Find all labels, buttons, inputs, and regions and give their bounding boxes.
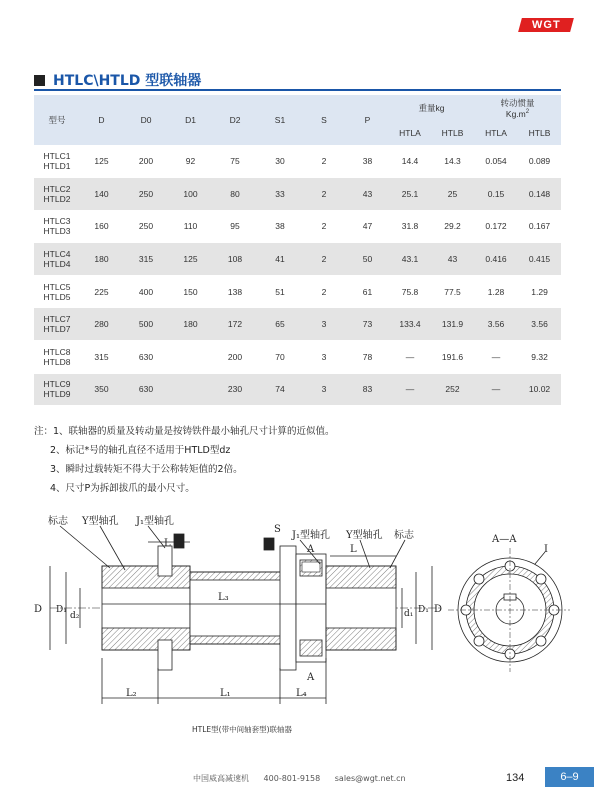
col-header-d2: D2: [212, 95, 258, 145]
page-footer: [0, 770, 594, 788]
cell-model: [34, 210, 80, 243]
cell-p: 38: [346, 145, 389, 178]
model-name-c: HTLC3: [43, 216, 71, 227]
label-section-aa: A—A: [492, 534, 517, 545]
cell-d1: 110: [169, 210, 212, 243]
cell-s: 3: [302, 308, 346, 341]
page-number: 134: [506, 772, 525, 784]
cell-d0: 630: [123, 341, 169, 374]
cell-model: [34, 341, 80, 374]
cell-model: [34, 275, 80, 308]
label-a-bottom: A: [307, 672, 315, 683]
cell-ib: 0.148: [518, 178, 561, 211]
label-biaozhi: 标志: [48, 516, 68, 527]
col-header-inertia-htla: HTLA: [474, 121, 518, 145]
cell-wa: 75.8: [389, 275, 431, 308]
spec-table: [34, 95, 561, 406]
note-3: 3、瞬时过载转矩不得大于公称转矩值的2倍。: [50, 464, 243, 475]
cell-d2: 172: [212, 308, 258, 341]
title-underline: [34, 89, 561, 91]
brand-logo-text: WGT: [531, 19, 561, 31]
cell-wa: 43.1: [389, 243, 431, 276]
model-name-d: HTLD3: [43, 226, 71, 237]
cell-d2: 75: [212, 145, 258, 178]
table-row: [34, 373, 561, 406]
model-name-d: HTLD4: [43, 259, 71, 270]
cell-wa: 133.4: [389, 308, 431, 341]
cell-d: 350: [80, 373, 123, 406]
cell-ia: —: [474, 373, 518, 406]
cell-ia: 0.172: [474, 210, 518, 243]
cell-s: 2: [302, 243, 346, 276]
label-j1-bore: J₁型轴孔: [136, 516, 175, 527]
model-name-c: HTLC8: [43, 346, 71, 357]
cell-s1: 33: [258, 178, 302, 211]
cell-s: 3: [302, 373, 346, 406]
cell-d: 160: [80, 210, 123, 243]
cell-wb: 252: [431, 373, 474, 406]
cell-d: 140: [80, 178, 123, 211]
section-view-aa: [448, 548, 570, 672]
label-d1: D₁: [56, 605, 67, 615]
cell-ia: 3.56: [474, 308, 518, 341]
label-d2: d₂: [70, 611, 80, 621]
inertia-unit-base: Kg.m: [505, 109, 526, 119]
cell-wb: 29.2: [431, 210, 474, 243]
col-header-model: 型号: [34, 95, 80, 145]
cell-model: [34, 178, 80, 211]
cell-s: 2: [302, 275, 346, 308]
cell-wb: 14.3: [431, 145, 474, 178]
model-name-c: HTLC7: [43, 314, 71, 325]
cell-p: 83: [346, 373, 389, 406]
cell-d2: 95: [212, 210, 258, 243]
cell-s1: 30: [258, 145, 302, 178]
footer-email: sales@wgt.net.cn: [334, 774, 406, 783]
cell-ib: 10.02: [518, 373, 561, 406]
cell-ia: 0.416: [474, 243, 518, 276]
col-header-d: D: [80, 95, 123, 145]
table-row: [34, 145, 561, 178]
cell-wa: 25.1: [389, 178, 431, 211]
model-name-c: HTLC1: [43, 151, 71, 162]
footer-company: 中国威高减速机: [193, 774, 249, 783]
cell-wb: 131.9: [431, 308, 474, 341]
model-name-d: HTLD7: [43, 324, 71, 335]
col-header-s1: S1: [258, 95, 302, 145]
cell-d0: 630: [123, 373, 169, 406]
cell-d1: 100: [169, 178, 212, 211]
inertia-unit-sup: 2: [525, 109, 530, 116]
cell-d1: 125: [169, 243, 212, 276]
cell-ia: 1.28: [474, 275, 518, 308]
notes: [34, 422, 335, 498]
col-header-weight-htlb: HTLB: [431, 121, 474, 145]
cell-ib: 0.089: [518, 145, 561, 178]
cell-wb: 43: [431, 243, 474, 276]
cell-d1: 92: [169, 145, 212, 178]
cell-d2: 230: [212, 373, 258, 406]
cell-d2: 200: [212, 341, 258, 374]
model-name-c: HTLC4: [43, 249, 71, 260]
label-biaozhi-right: 标志: [394, 530, 414, 541]
label-l-right: L: [350, 544, 357, 555]
cell-s: 2: [302, 145, 346, 178]
cell-wa: —: [389, 341, 431, 374]
col-header-inertia-htlb: HTLB: [518, 121, 561, 145]
section-labels: [491, 534, 548, 555]
label-y-bore: Y型轴孔: [82, 516, 119, 527]
bottom-dim-labels: [126, 688, 307, 699]
label-l2: L₂: [126, 688, 137, 699]
right-dim-labels: [404, 604, 442, 619]
inertia-unit: [474, 109, 561, 119]
col-header-s: S: [302, 95, 346, 145]
brand-logo: [518, 18, 574, 32]
cell-d: 225: [80, 275, 123, 308]
cell-ib: 0.167: [518, 210, 561, 243]
table-row: [34, 178, 561, 211]
cell-s: 3: [302, 341, 346, 374]
col-header-d1: D1: [169, 95, 212, 145]
cell-ia: 0.15: [474, 178, 518, 211]
cell-p: 47: [346, 210, 389, 243]
footer-contact: [193, 773, 418, 784]
cell-wa: 14.4: [389, 145, 431, 178]
cell-s1: 65: [258, 308, 302, 341]
label-s: S: [274, 524, 281, 535]
cell-model: [34, 373, 80, 406]
cell-d0: 315: [123, 243, 169, 276]
cell-wa: —: [389, 373, 431, 406]
cell-ia: 0.054: [474, 145, 518, 178]
cell-ib: 0.415: [518, 243, 561, 276]
cell-d2: 138: [212, 275, 258, 308]
table-row: [34, 341, 561, 374]
cell-p: 61: [346, 275, 389, 308]
table-row: [34, 308, 561, 341]
left-hub: [102, 534, 190, 670]
cell-s1: 74: [258, 373, 302, 406]
cell-s: 2: [302, 178, 346, 211]
col-header-p: P: [346, 95, 389, 145]
cell-d0: 250: [123, 210, 169, 243]
table-row: [34, 275, 561, 308]
note-2: 2、标记*号的轴孔直径不适用于HTLD型dz: [50, 445, 231, 456]
model-name-d: HTLD8: [43, 356, 71, 367]
title-marker: [34, 75, 45, 86]
label-a-top: A: [307, 544, 315, 555]
col-header-weight-htla: HTLA: [389, 121, 431, 145]
cell-d: 315: [80, 341, 123, 374]
cell-wb: 25: [431, 178, 474, 211]
cell-d1: [169, 341, 212, 374]
model-name-d: HTLD1: [43, 161, 71, 172]
cell-ib: 1.29: [518, 275, 561, 308]
label-d: D: [34, 604, 43, 615]
cell-wa: 31.8: [389, 210, 431, 243]
cell-d1: 180: [169, 308, 212, 341]
table-row: [34, 243, 561, 276]
label-l-left: L: [164, 538, 171, 549]
model-name-c: HTLC2: [43, 183, 71, 194]
cell-d2: 108: [212, 243, 258, 276]
cell-s1: 70: [258, 341, 302, 374]
caption-text: HTLE型(带中间轴套型)联轴器: [192, 725, 292, 734]
col-header-inertia: [474, 95, 561, 121]
model-name-c: HTLC5: [43, 281, 71, 292]
cell-d0: 400: [123, 275, 169, 308]
cell-p: 50: [346, 243, 389, 276]
drawing-caption: [0, 724, 594, 735]
cell-d: 180: [80, 243, 123, 276]
cell-d1: [169, 373, 212, 406]
section-title: [34, 70, 201, 90]
label-l3: L₃: [218, 592, 229, 603]
note-4: 4、尺寸P为拆卸拔爪的最小尺寸。: [50, 483, 195, 494]
label-y-bore-right: Y型轴孔: [346, 530, 383, 541]
cell-p: 73: [346, 308, 389, 341]
inertia-label: 转动惯量: [500, 98, 535, 108]
coupling-drawing: [30, 508, 570, 723]
cell-d0: 500: [123, 308, 169, 341]
cell-d: 280: [80, 308, 123, 341]
cell-s1: 41: [258, 243, 302, 276]
cell-model: [34, 243, 80, 276]
cell-d0: 250: [123, 178, 169, 211]
label-l1: L₁: [220, 688, 231, 699]
page-section-tag: 6–9: [545, 767, 594, 787]
left-dim-labels: [34, 604, 80, 621]
page-title: HTLC\HTLD 型联轴器: [53, 73, 202, 89]
cell-s1: 38: [258, 210, 302, 243]
label-d1-small: d₁: [404, 609, 414, 619]
cell-d1: 150: [169, 275, 212, 308]
col-header-weight: 重量kg: [389, 95, 474, 121]
col-header-d0: D0: [123, 95, 169, 145]
cell-model: [34, 145, 80, 178]
cell-wb: 77.5: [431, 275, 474, 308]
cell-model: [34, 308, 80, 341]
model-name-c: HTLC9: [43, 379, 71, 390]
cell-ib: 3.56: [518, 308, 561, 341]
model-name-d: HTLD5: [43, 291, 71, 302]
label-j1-bore-right: J₁型轴孔: [292, 530, 331, 541]
footer-phone: 400-801-9158: [263, 774, 321, 783]
cell-s: 2: [302, 210, 346, 243]
label-d1-right: D₁: [418, 605, 429, 615]
label-d-right: D: [434, 604, 443, 615]
label-l4: L₄: [296, 688, 307, 699]
cell-d2: 80: [212, 178, 258, 211]
cell-d0: 200: [123, 145, 169, 178]
cell-wb: 191.6: [431, 341, 474, 374]
model-name-d: HTLD2: [43, 193, 71, 204]
model-name-d: HTLD9: [43, 389, 71, 400]
note-1: 注：1、联轴器的质量及转动量是按铸铁件最小轴孔尺寸计算的近似值。: [34, 426, 335, 437]
table-row: [34, 210, 561, 243]
cell-d: 125: [80, 145, 123, 178]
cell-ib: 9.32: [518, 341, 561, 374]
cell-s1: 51: [258, 275, 302, 308]
cell-p: 78: [346, 341, 389, 374]
cell-ia: —: [474, 341, 518, 374]
cell-p: 43: [346, 178, 389, 211]
label-i: I: [544, 544, 548, 555]
